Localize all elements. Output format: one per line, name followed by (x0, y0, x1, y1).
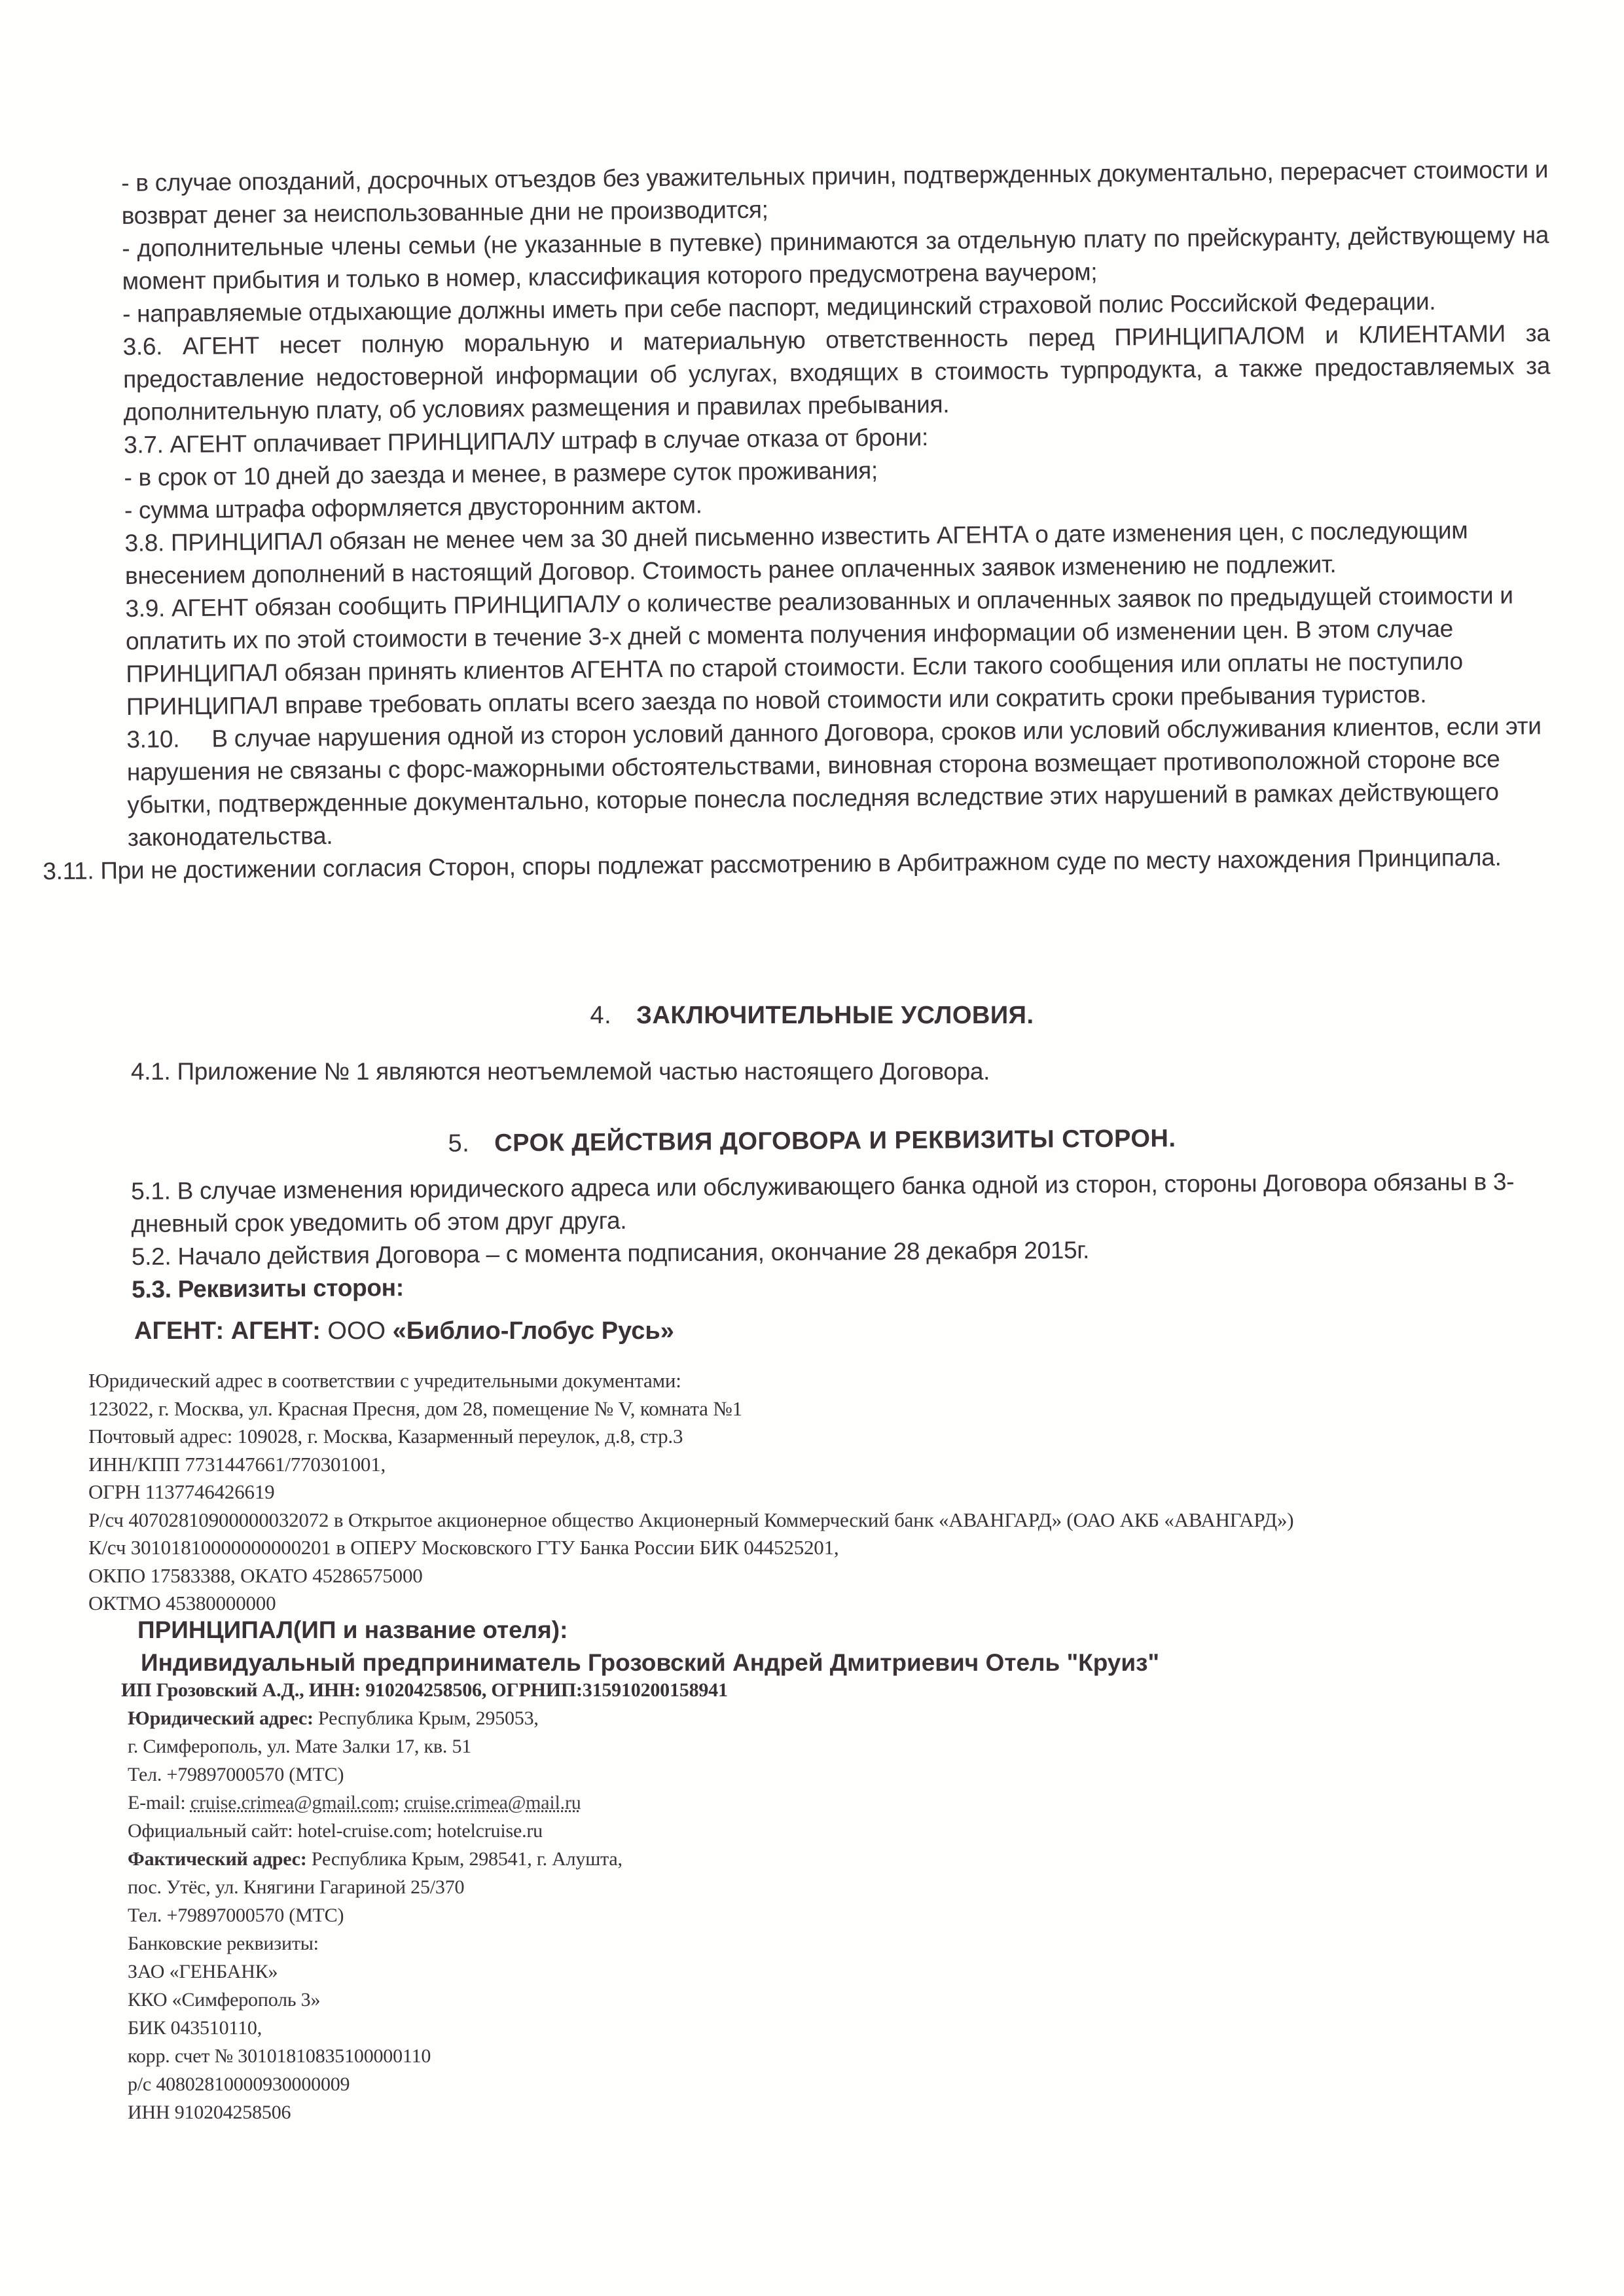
principal-legal-address-line2: г. Симферополь, ул. Мате Залки 17, кв. 51 (128, 1736, 472, 1757)
clause-bullet-passport: - направляемые отдыхающие должны иметь при себе паспорт, медицинский страховой полис Российской Федерации. (122, 287, 1436, 327)
principal-name: Индивидуальный предприниматель Грозовский Андрей Дмитриевич Отель "Круиз" (141, 1649, 1160, 1676)
principal-email (128, 1789, 728, 1817)
clause-3-11: 3.11. При не достижении согласия Сторон, споры подлежат рассмотрению в Арбитражном суде по месту нахождения Принципала. (43, 843, 1502, 885)
section-5-title: СРОК ДЕЙСТВИЯ ДОГОВОРА И РЕКВИЗИТЫ СТОРОН. (494, 1125, 1176, 1157)
agent-settlement-account: Р/сч 40702810900000032072 в Открытое акционерное общество Акционерный Коммерческий банк «АВАНГАРД» (ОАО АКБ «АВАНГАРД») (88, 1508, 1294, 1531)
section-5-heading (0, 1121, 1624, 1161)
section-4-body (131, 1055, 1558, 1088)
agent-ogrn: ОГРН 1137746426619 (88, 1480, 275, 1503)
principal-legal-address (128, 1704, 728, 1732)
principal-bik: БИК 043510110, (128, 2017, 262, 2039)
section-3-clauses (43, 153, 1555, 887)
clause-3-6: 3.6. АГЕНТ несет полную моральную и материальную ответственность перед ПРИНЦИПАЛОМ и КЛИЕНТАМИ за предоставление недостоверной информации об услугах, входящих в стоимость турпродукта, а также предоставляемых за дополнительную плату, об условиях размещения и правилах пребывания. (122, 319, 1551, 426)
principal-legal-address-label: Юридический адрес: (128, 1707, 314, 1729)
clause-5-1: 5.1. В случае изменения юридического адреса или обслуживающего банка одной из сторон, стороны Договора обязаны в 3-дневный срок уведомить об этом друг друга. (131, 1168, 1515, 1237)
email-link-mail-ru[interactable]: cruise.crimea@mail.ru (404, 1792, 581, 1813)
agent-details (88, 1367, 1293, 1618)
email-label: E-mail: (128, 1792, 190, 1813)
clause-bullet-late: - в случае опозданий, досрочных отъездов без уважительных причин, подтвержденных документально, перерасчет стоимости и возврат денег за неиспользованные дни не производится; (121, 156, 1549, 229)
agent-inn-kpp: ИНН/КПП 7731447661/770301001, (88, 1452, 386, 1476)
clause-3-10 (126, 710, 1555, 854)
email-link-gmail[interactable]: cruise.crimea@gmail.com (190, 1792, 395, 1813)
clause-3-10-number: 3.10. (126, 725, 180, 753)
principal-bank-name: ЗАО «ГЕНБАНК» (128, 1961, 278, 1982)
agent-legal-address-label: Юридический адрес в соответствии с учредительными документами: (88, 1369, 681, 1392)
clause-3-7-b: - сумма штрафа оформляется двусторонним актом. (124, 491, 702, 524)
principal-inn: ИНН 910204258506 (128, 2102, 291, 2123)
principal-heading (137, 1614, 1159, 1679)
principal-phone-2: Тел. +79897000570 (МТС) (128, 1904, 344, 1926)
principal-bank-label: Банковские реквизиты: (128, 1933, 319, 1954)
clause-4-1: 4.1. Приложение № 1 являются неотъемлемой частью настоящего Договора. (131, 1058, 990, 1085)
section-5-number: 5. (448, 1129, 470, 1157)
clause-bullet-family: - дополнительные члены семьи (не указанные в путевке) принимаются за отдельную плату по прейскуранту, действующему на момент прибытия и только в номер, классификация которого предусмотрена ваучером; (121, 221, 1549, 295)
agent-label: АГЕНТ: АГЕНТ: (134, 1317, 321, 1345)
section-5-body (131, 1165, 1559, 1306)
principal-legal-address-value: Республика Крым, 295053, (313, 1707, 539, 1729)
clause-5-2: 5.2. Начало действия Договора – с момента подписания, окончание 28 декабря 2015г. (131, 1236, 1090, 1270)
section-4-number: 4. (590, 1002, 612, 1029)
principal-actual-address (128, 1845, 728, 1873)
email-separator: ; (394, 1792, 405, 1813)
agent-okpo-okato: ОКПО 17583388, ОКАТО 45286575000 (88, 1563, 423, 1587)
principal-actual-address-value: Республика Крым, 298541, г. Алушта, (306, 1848, 623, 1870)
agent-legal-address: 123022, г. Москва, ул. Красная Пресня, дом 28, помещение № V, комната №1 (88, 1396, 742, 1420)
agent-heading (134, 1317, 674, 1345)
principal-actual-address-label: Фактический адрес: (128, 1848, 307, 1870)
principal-bank-branch: ККО «Симферополь 3» (128, 1989, 321, 2011)
agent-corr-account: К/сч 30101810000000000201 в ОПЕРУ Московского ГТУ Банка России БИК 044525201, (88, 1536, 839, 1559)
agent-name: «Библио-Глобус Русь» (392, 1317, 674, 1345)
agent-org-form: ООО (327, 1317, 386, 1345)
clause-3-7: 3.7. АГЕНТ оплачивает ПРИНЦИПАЛУ штраф в случае отказа от брони: (123, 424, 929, 458)
clause-5-3: 5.3. Реквизиты сторон: (132, 1274, 404, 1303)
agent-oktmo: ОКТМО 45380000000 (88, 1592, 276, 1614)
principal-website: Официальный сайт: hotel-cruise.com; hotelcruise.ru (128, 1820, 543, 1842)
agent-postal-address: Почтовый адрес: 109028, г. Москва, Казарменный переулок, д.8, стр.3 (88, 1425, 683, 1448)
principal-label: ПРИНЦИПАЛ(ИП и название отеля): (137, 1616, 568, 1643)
section-4-title: ЗАКЛЮЧИТЕЛЬНЫЕ УСЛОВИЯ. (636, 1002, 1034, 1029)
principal-phone-1: Тел. +79897000570 (МТС) (128, 1764, 344, 1785)
clause-3-9: 3.9. АГЕНТ обязан сообщить ПРИНЦИПАЛУ о количестве реализованных и оплаченных заявок по предыдущей стоимости и оплатить их по этой стоимости в течение 3-х дней с момента получения информации об изменении цен. В этом случае ПРИНЦИПАЛ обязан принять клиентов АГЕНТА по старой стоимости. Если такого сообщения или оплаты не поступило ПРИНЦИПАЛ вправе требовать оплаты всего заезда по новой стоимости или сократить сроки пребывания туристов. (125, 581, 1513, 720)
principal-corr-account: корр. счет № 30101810835100000110 (128, 2045, 431, 2067)
principal-details (121, 1676, 728, 2126)
principal-ip-line: ИП Грозовский А.Д., ИНН: 910204258506, ОГРНИП:315910200158941 (121, 1679, 728, 1701)
principal-actual-address-line2: пос. Утёс, ул. Княгини Гагариной 25/370 (128, 1876, 465, 1898)
principal-account: р/с 40802810000930000009 (128, 2073, 350, 2095)
clause-3-10-text: В случае нарушения одной из сторон условий данного Договора, сроков или условий обслуживания клиентов, если эти нарушения не связаны с форс-мажорными обстоятельствами, виновная сторона возмещает противоположной стороне все убытки, подтвержденные документально, которые понесла последняя вследствие этих нарушений в рамках действующего законодательства. (126, 712, 1542, 851)
clause-3-7-a: - в срок от 10 дней до заезда и менее, в размере суток проживания; (124, 456, 878, 491)
section-4-heading (0, 1002, 1624, 1030)
clause-3-8: 3.8. ПРИНЦИПАЛ обязан не менее чем за 30 дней письменно известить АГЕНТА о дате изменения цен, с последующим внесением дополнений в настоящий Договор. Стоимость ранее оплаченных заявок изменению не подлежит. (124, 517, 1468, 589)
